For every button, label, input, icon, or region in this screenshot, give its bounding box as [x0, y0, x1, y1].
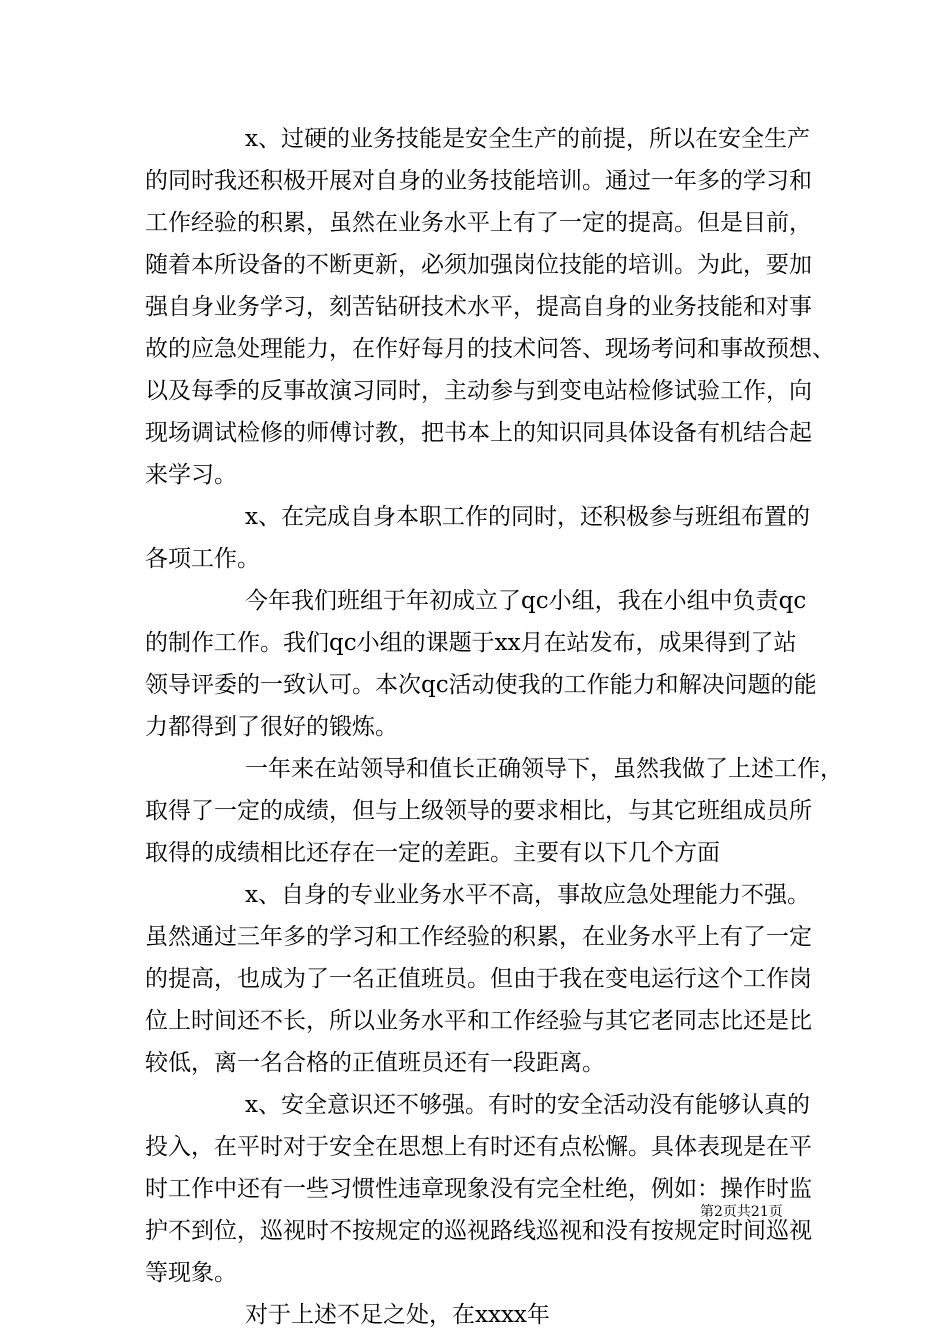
text-line: 来学习。 [145, 462, 237, 488]
text-line: x、在完成自身本职工作的同时，还积极参与班组布置的 [245, 504, 810, 530]
text-line: x、自身的专业业务水平不高，事故应急处理能力不强。 [245, 882, 810, 908]
text-line: 等现象。 [145, 1260, 237, 1286]
text-line: 时工作中还有一些习惯性违章现象没有完全杜绝，例如：操作时监 [145, 1176, 812, 1202]
text-line: 取得了一定的成绩，但与上级领导的要求相比，与其它班组成员所 [145, 798, 812, 824]
text-line: 现场调试检修的师傅讨教，把书本上的知识同具体设备有机结合起 [145, 420, 812, 446]
text-line: 位上时间还不长，所以业务水平和工作经验与其它老同志比还是比 [145, 1008, 812, 1034]
text-line: 故的应急处理能力，在作好每月的技术问答、现场考问和事故预想、 [145, 336, 835, 362]
text-line: 一年来在站领导和值长正确领导下，虽然我做了上述工作， [245, 756, 843, 782]
text-line: 虽然通过三年多的学习和工作经验的积累，在业务水平上有了一定 [145, 924, 812, 950]
text-line: x、过硬的业务技能是安全生产的前提，所以在安全生产 [245, 126, 810, 152]
text-line: 护不到位，巡视时不按规定的巡视路线巡视和没有按规定时间巡视 [145, 1218, 812, 1244]
text-line: 取得的成绩相比还存在一定的差距。主要有以下几个方面 [145, 840, 720, 866]
text-line: 的提高，也成为了一名正值班员。但由于我在变电运行这个工作岗 [145, 966, 812, 992]
text-line: 力都得到了很好的锻炼。 [145, 714, 398, 740]
text-line: 较低，离一名合格的正值班员还有一段距离。 [145, 1050, 605, 1076]
text-line: 工作经验的积累，虽然在业务水平上有了一定的提高。但是目前， [145, 210, 812, 236]
text-line: 今年我们班组于年初成立了qc小组，我在小组中负责qc [245, 588, 807, 614]
text-line: 随着本所设备的不断更新，必须加强岗位技能的培训。为此，要加 [145, 252, 812, 278]
page-number: 第2页共21页 [700, 1204, 783, 1220]
text-line: 的同时我还积极开展对自身的业务技能培训。通过一年多的学习和 [145, 168, 812, 194]
text-line: x、安全意识还不够强。有时的安全活动没有能够认真的 [245, 1092, 810, 1118]
text-line: 投入，在平时对于安全在思想上有时还有点松懈。具体表现是在平 [145, 1134, 812, 1160]
text-line: 强自身业务学习，刻苦钻研技术水平，提高自身的业务技能和对事 [145, 294, 812, 320]
text-line: 对于上述不足之处，在xxxx年 [245, 1302, 550, 1328]
text-line: 领导评委的一致认可。本次qc活动使我的工作能力和解决问题的能 [145, 672, 817, 698]
text-line: 各项工作。 [145, 546, 260, 572]
text-line: 以及每季的反事故演习同时，主动参与到变电站检修试验工作，向 [145, 378, 812, 404]
text-line: 的制作工作。我们qc小组的课题于xx月在站发布，成果得到了站 [145, 630, 797, 656]
